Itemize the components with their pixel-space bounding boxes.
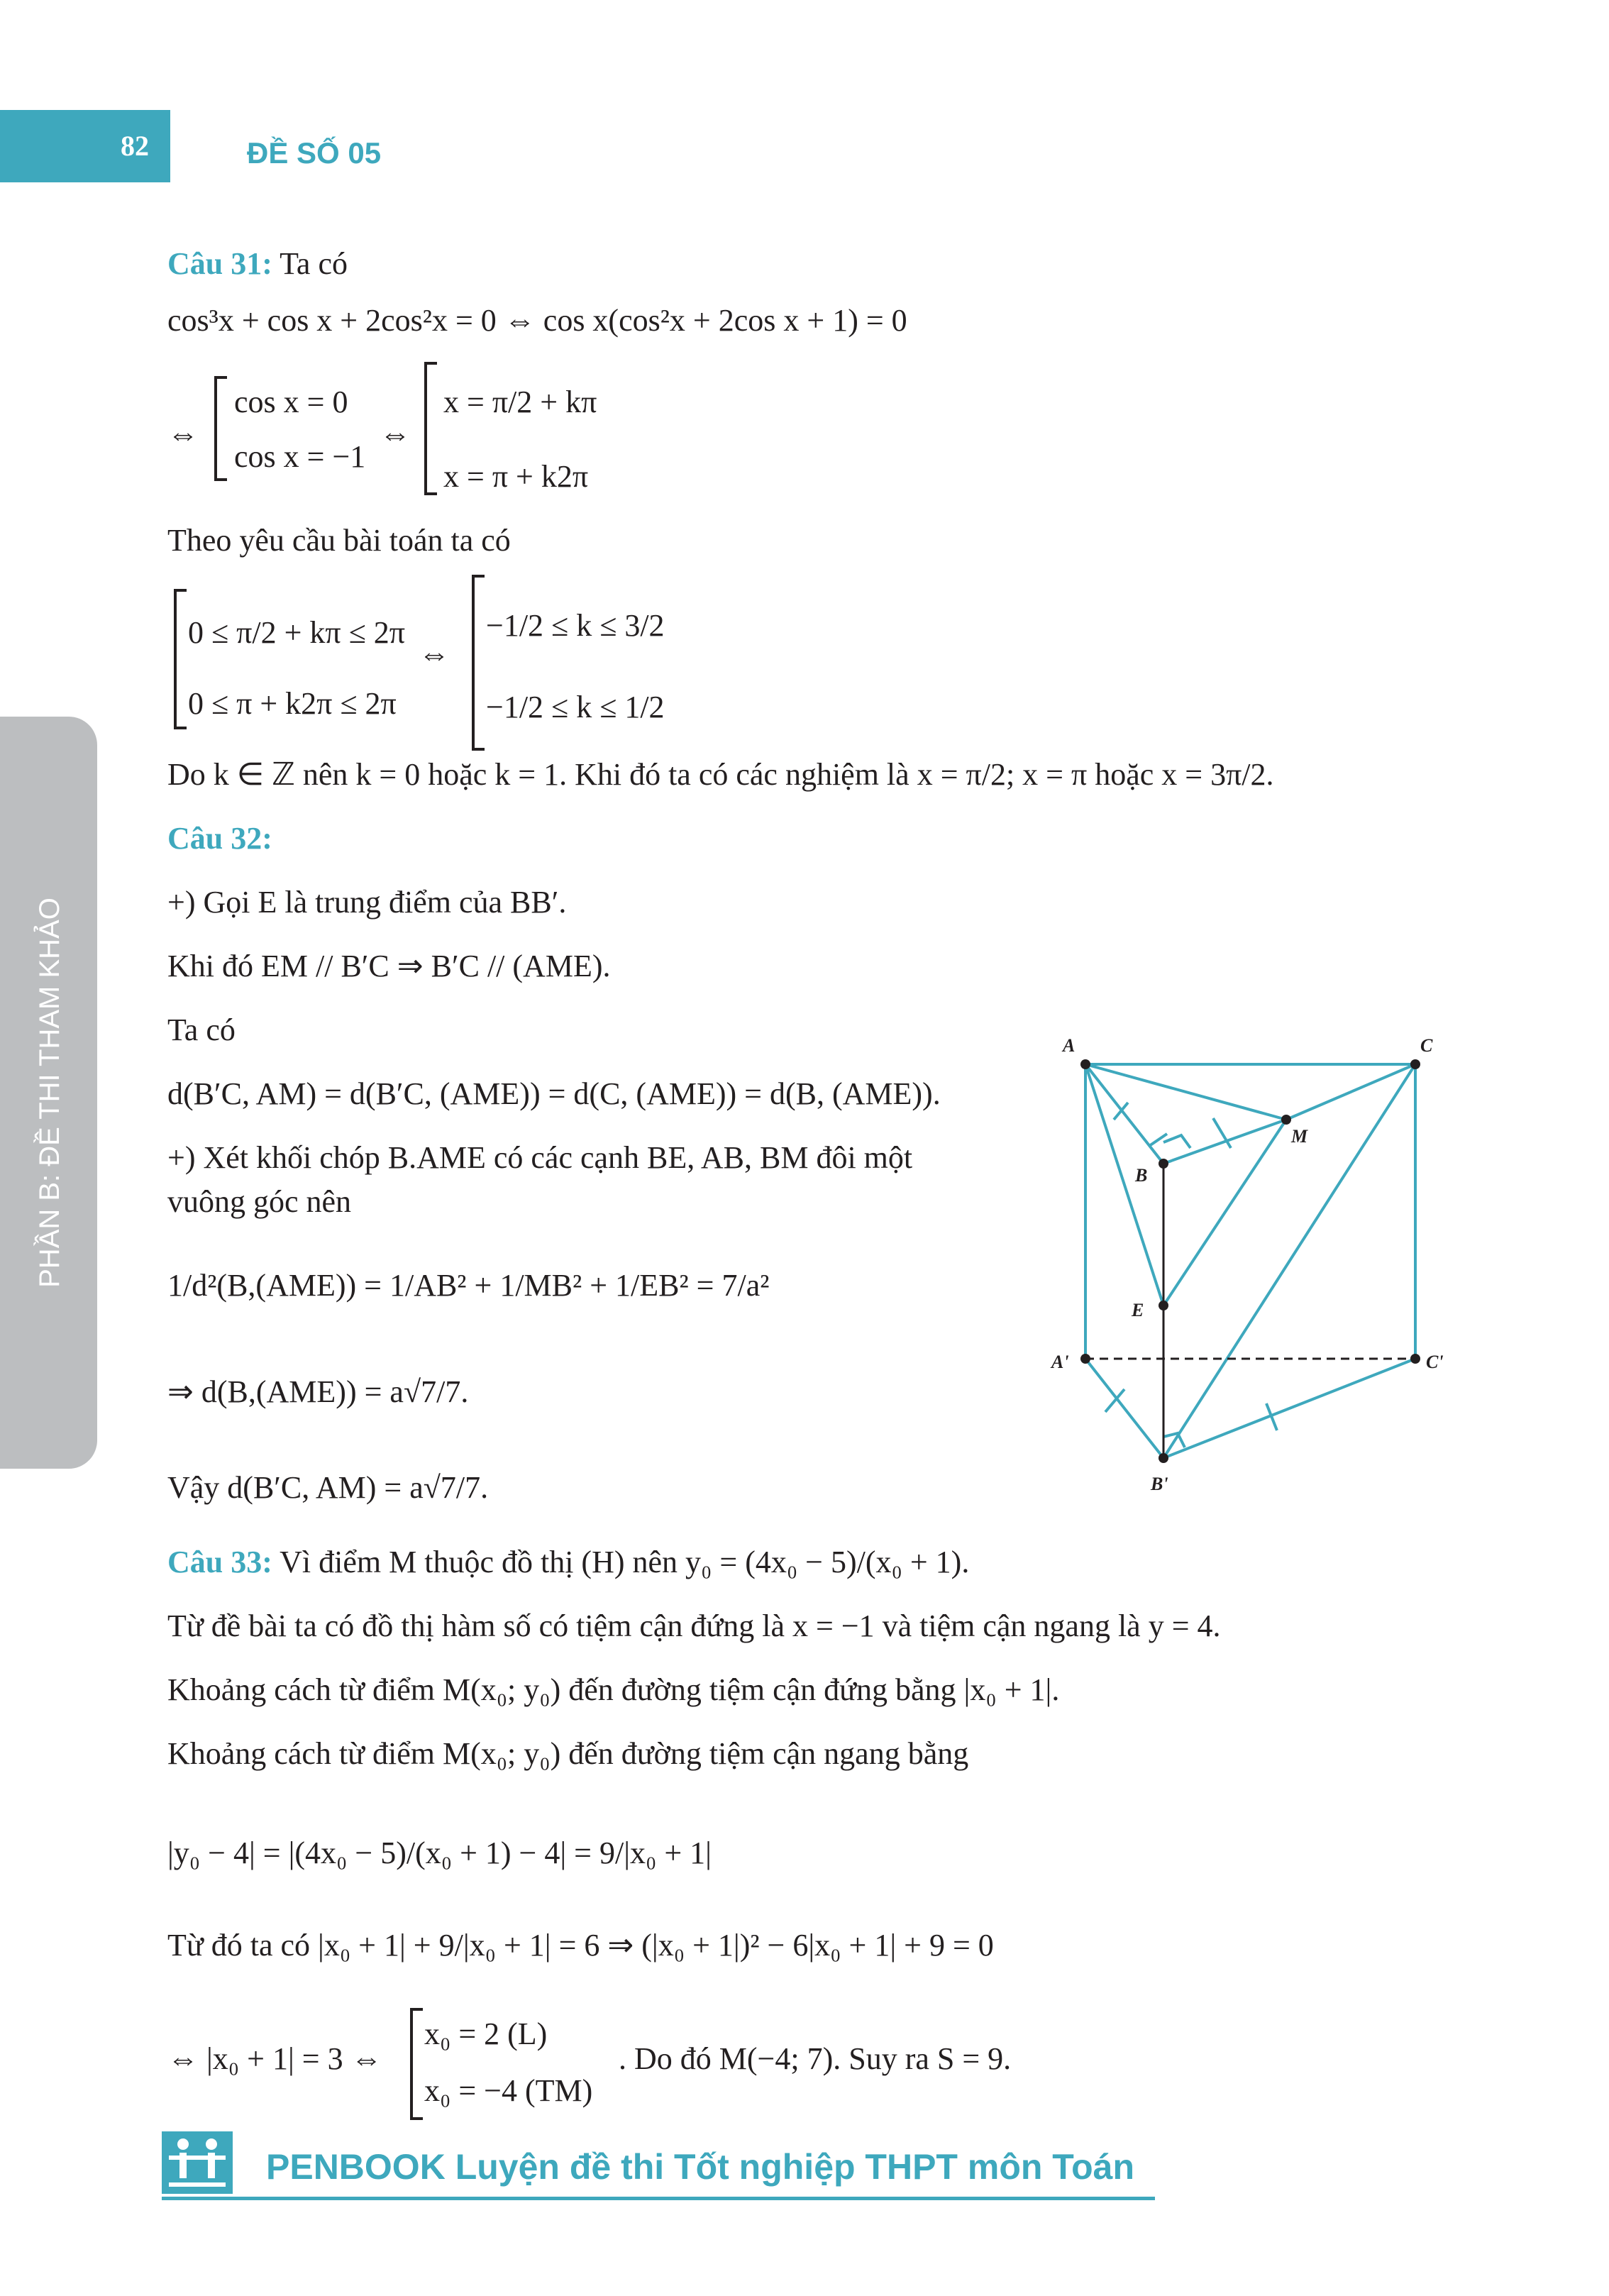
bracket — [424, 362, 437, 495]
q33-line6: Từ đó ta có |x₀ + 1| + 9/|x₀ + 1| = 6 ⇒ (|x₀ + 1|)² − 6|x₀ + 1| + 9 = 0 — [167, 1928, 994, 1963]
q31-ineq1: 0 ≤ π/2 + kπ ≤ 2π — [188, 615, 405, 650]
footer-brand-text: PENBOOK Luyện đề thi Tốt nghiệp THPT môn Toán — [266, 2147, 1135, 2187]
q32-line6: vuông góc nên — [167, 1184, 352, 1219]
q33-line3: Khoảng cách từ điểm M(x₀; y₀) đến đường tiệm cận đứng bằng |x₀ + 1|. — [167, 1672, 1060, 1707]
q32-line1: +) Gọi E là trung điểm của BB′. — [167, 885, 567, 920]
q31-case-a1: cos x = 0 — [234, 385, 348, 419]
q31-heading — [167, 248, 348, 280]
q31-case-b2: x = π + k2π — [443, 459, 589, 494]
q31-ineq4: −1/2 ≤ k ≤ 1/2 — [486, 690, 665, 724]
section-label: PHẦN B: ĐỀ THI THAM KHẢO — [34, 898, 65, 1288]
exam-title: ĐỀ SỐ 05 — [247, 136, 382, 170]
q33-line7a: ⇔ |x₀ + 1| = 3 ⇔ — [167, 2041, 382, 2076]
q32-eq-inverse: 1/d²(B,(AME)) = 1/AB² + 1/MB² + 1/EB² = 7/a² — [167, 1268, 770, 1303]
q31-eq1: cos³x + cos x + 2cos²x = 0 ⇔ cos x(cos²x + 2cos x + 1) = 0 — [167, 303, 907, 338]
q31-ineq2: 0 ≤ π + k2π ≤ 2π — [188, 686, 397, 721]
fig-label-e: E — [1132, 1300, 1144, 1320]
q31-conclusion: Do k ∈ ℤ nên k = 0 hoặc k = 1. Khi đó ta có các nghiệm là x = π/2; x = π hoặc x = 3π/2. — [167, 757, 1274, 792]
q32-line4: d(B′C, AM) = d(B′C, (AME)) = d(C, (AME)) = d(B, (AME)). — [167, 1076, 941, 1111]
q31-ineq3: −1/2 ≤ k ≤ 3/2 — [486, 608, 665, 643]
fig-label-c: C — [1420, 1035, 1433, 1056]
people-icon — [162, 2131, 233, 2194]
q33-case1: x₀ = 2 (L) — [424, 2016, 548, 2051]
bracket — [410, 2008, 423, 2120]
fig-label-c-prime: C' — [1426, 1352, 1444, 1372]
fig-label-b: B — [1135, 1165, 1148, 1186]
bracket — [472, 575, 485, 751]
bracket — [174, 589, 187, 729]
q31-case-b1: x = π/2 + kπ — [443, 385, 597, 419]
q33-case2: x₀ = −4 (TM) — [424, 2073, 593, 2108]
fig-label-a-prime: A' — [1051, 1352, 1069, 1372]
bracket — [214, 376, 227, 481]
equiv-symbol: ⇔ — [380, 416, 411, 451]
q33-line2: Từ đề bài ta có đồ thị hàm số có tiệm cận đứng là x = −1 và tiệm cận ngang là y = 4. — [167, 1608, 1221, 1643]
q32-line5: +) Xét khối chóp B.AME có các cạnh BE, AB, BM đôi một — [167, 1140, 913, 1175]
q33-line5: |y₀ − 4| = |(4x₀ − 5)/(x₀ + 1) − 4| = 9/|x₀ + 1| — [167, 1836, 712, 1870]
q33-heading — [167, 1547, 969, 1578]
q32-line2: Khi đó EM // B′C ⇒ B′C // (AME). — [167, 949, 611, 983]
q31-intro: Ta có — [280, 246, 348, 281]
q31-case-a2: cos x = −1 — [234, 439, 366, 474]
fig-label-m: M — [1291, 1126, 1308, 1147]
fig-label-a: A — [1063, 1035, 1076, 1056]
penbook-logo — [162, 2131, 233, 2194]
q33-line7b: . Do đó M(−4; 7). Suy ra S = 9. — [619, 2041, 1012, 2076]
q32-final: Vậy d(B′C, AM) = a√7/7. — [167, 1470, 489, 1505]
q32-eq-result: ⇒ d(B,(AME)) = a√7/7. — [167, 1374, 469, 1409]
page-number: 82 — [121, 130, 149, 162]
q33-label: Câu 33: — [167, 1545, 272, 1579]
footer-divider — [162, 2197, 1155, 2200]
q33-line4: Khoảng cách từ điểm M(x₀; y₀) đến đường tiệm cận ngang bằng — [167, 1736, 969, 1771]
fig-label-b-prime: B' — [1151, 1474, 1168, 1494]
q32-label: Câu 32: — [167, 821, 272, 856]
q33-line1: Vì điểm M thuộc đồ thị (H) nên y₀ = (4x₀ − 5)/(x₀ + 1). — [280, 1545, 970, 1579]
equiv-symbol: ⇔ — [167, 416, 199, 451]
q31-label: Câu 31: — [167, 246, 272, 281]
prism-figure — [1050, 1029, 1476, 1504]
q31-requirement: Theo yêu cầu bài toán ta có — [167, 523, 511, 558]
equiv-symbol: ⇔ — [419, 636, 450, 671]
q32-line3: Ta có — [167, 1012, 236, 1047]
